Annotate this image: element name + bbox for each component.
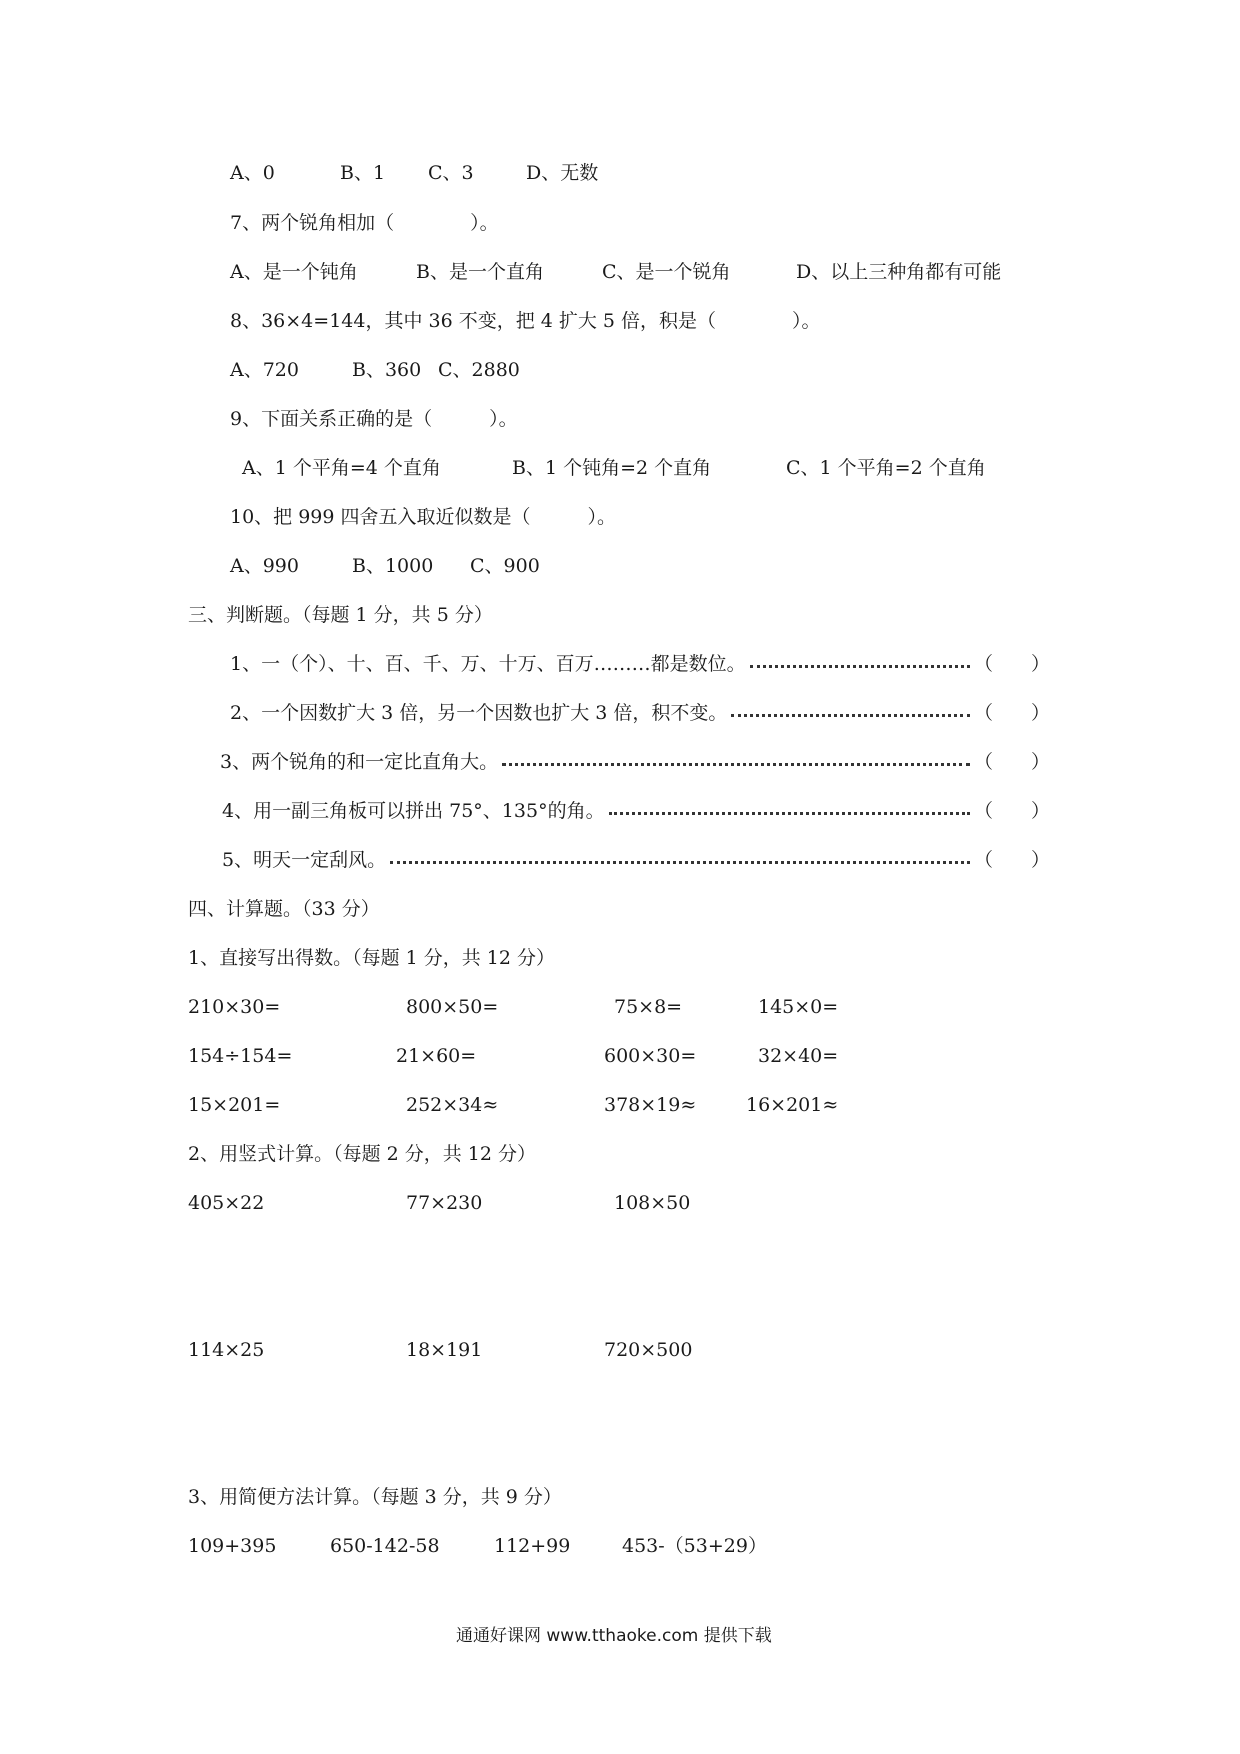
answer-blank[interactable]: （ ） — [973, 653, 1050, 675]
q10-stem: 10、把 999 四舍五入取近似数是（ ）。 — [230, 506, 617, 528]
q7-option-c: C、是一个锐角 — [602, 261, 731, 283]
q10-option-a: A、990 — [230, 555, 299, 577]
q9-stem: 9、下面关系正确的是（ ）。 — [230, 408, 518, 430]
section4-heading: 四、计算题。（33 分） — [188, 898, 380, 920]
leader-dots — [750, 665, 970, 668]
answer-blank[interactable]: （ ） — [973, 849, 1050, 871]
judgment-item — [222, 847, 1050, 873]
q8-option-b: B、360 — [352, 359, 422, 381]
vertical-calc-item: 720×500 — [604, 1339, 693, 1361]
calc-item: 154÷154= — [188, 1045, 293, 1067]
footer-source: 通通好课网 www.tthaoke.com 提供下载 — [456, 1626, 772, 1646]
q6-option-b: B、1 — [340, 162, 386, 184]
q10-option-c: C、900 — [470, 555, 540, 577]
leader-dots — [390, 861, 970, 864]
section3-heading: 三、判断题。（每题 1 分，共 5 分） — [188, 604, 493, 626]
vertical-calc-item: 114×25 — [188, 1339, 265, 1361]
q8-stem: 8、36×4=144，其中 36 不变，把 4 扩大 5 倍，积是（ ）。 — [230, 310, 821, 332]
leader-dots — [731, 714, 970, 717]
vertical-calc-item: 77×230 — [406, 1192, 483, 1214]
judgment-text: 4、用一副三角板可以拼出 75°、135°的角。 — [222, 800, 605, 822]
q7-option-a: A、是一个钝角 — [230, 261, 358, 283]
q7-option-b: B、是一个直角 — [416, 261, 544, 283]
q8-option-c: C、2880 — [438, 359, 520, 381]
q7-option-d: D、以上三种角都有可能 — [796, 261, 1002, 283]
judgment-text: 3、两个锐角的和一定比直角大。 — [220, 751, 499, 773]
calc-item: 252×34≈ — [406, 1094, 499, 1116]
part2-heading: 2、用竖式计算。（每题 2 分，共 12 分） — [188, 1143, 537, 1165]
q9-option-b: B、1 个钝角=2 个直角 — [512, 457, 712, 479]
judgment-text: 1、一（个）、十、百、千、万、十万、百万………都是数位。 — [230, 653, 746, 675]
answer-blank[interactable]: （ ） — [973, 800, 1050, 822]
vertical-calc-item: 108×50 — [614, 1192, 691, 1214]
calc-item: 600×30= — [604, 1045, 697, 1067]
q9-option-a: A、1 个平角=4 个直角 — [242, 457, 441, 479]
judgment-item — [230, 700, 1050, 726]
calc-item: 378×19≈ — [604, 1094, 697, 1116]
simplify-calc-item: 112+99 — [494, 1535, 571, 1557]
q6-option-c: C、3 — [428, 162, 474, 184]
judgment-item — [220, 749, 1050, 775]
calc-item: 145×0= — [758, 996, 839, 1018]
q8-option-a: A、720 — [230, 359, 299, 381]
calc-item: 800×50= — [406, 996, 499, 1018]
q10-option-b: B、1000 — [352, 555, 434, 577]
answer-blank[interactable]: （ ） — [973, 751, 1050, 773]
q6-option-a: A、0 — [230, 162, 275, 184]
part1-heading: 1、直接写出得数。（每题 1 分，共 12 分） — [188, 947, 556, 969]
judgment-text: 2、一个因数扩大 3 倍，另一个因数也扩大 3 倍，积不变。 — [230, 702, 728, 724]
judgment-text: 5、明天一定刮风。 — [222, 849, 387, 871]
simplify-calc-item: 453-（53+29） — [622, 1535, 767, 1557]
calc-item: 210×30= — [188, 996, 281, 1018]
judgment-item — [222, 798, 1050, 824]
simplify-calc-item: 109+395 — [188, 1535, 277, 1557]
calc-item: 16×201≈ — [746, 1094, 839, 1116]
calc-item: 15×201= — [188, 1094, 281, 1116]
calc-item: 32×40= — [758, 1045, 839, 1067]
simplify-calc-item: 650-142-58 — [330, 1535, 440, 1557]
q6-option-d: D、无数 — [526, 162, 599, 184]
q9-option-c: C、1 个平角=2 个直角 — [786, 457, 986, 479]
calc-item: 21×60= — [396, 1045, 477, 1067]
answer-blank[interactable]: （ ） — [973, 702, 1050, 724]
vertical-calc-item: 18×191 — [406, 1339, 483, 1361]
part3-heading: 3、用简便方法计算。（每题 3 分，共 9 分） — [188, 1486, 562, 1508]
judgment-item — [230, 651, 1050, 677]
q7-stem: 7、两个锐角相加（ ）。 — [230, 212, 499, 234]
leader-dots — [502, 763, 970, 766]
leader-dots — [609, 812, 970, 815]
vertical-calc-item: 405×22 — [188, 1192, 265, 1214]
calc-item: 75×8= — [614, 996, 683, 1018]
